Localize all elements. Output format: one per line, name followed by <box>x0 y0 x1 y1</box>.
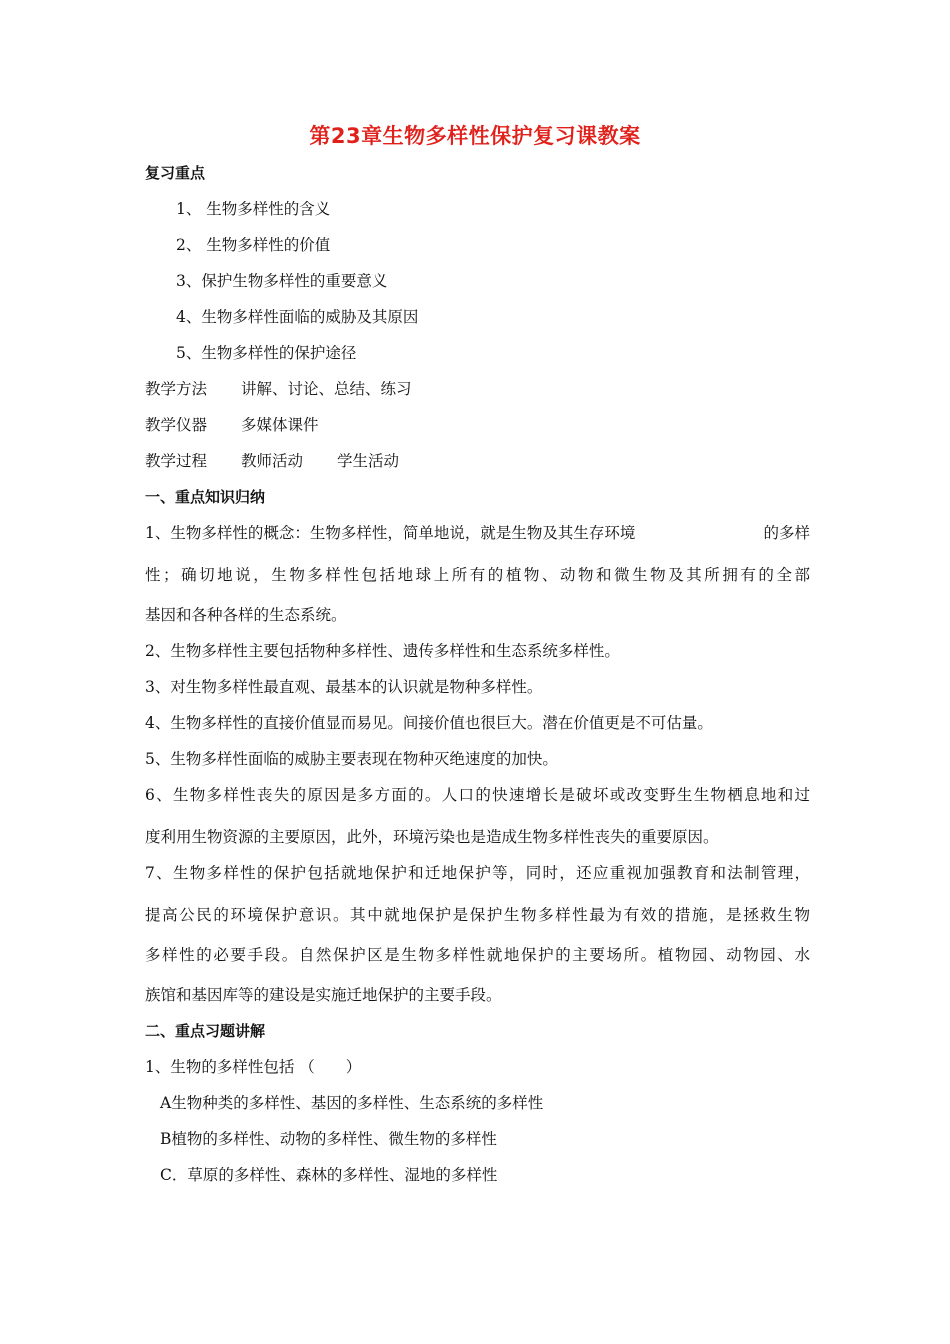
paragraph-7-line: 族馆和基因库等的建设是实施迁地保护的主要手段。 <box>145 986 502 1004</box>
review-focus-item: 1、 生物多样性的含义 <box>176 200 331 218</box>
teaching-instrument-row <box>145 415 810 435</box>
section1-heading: 一、重点知识归纳 <box>145 488 266 506</box>
paragraph-2: 2、生物多样性主要包括物种多样性、遗传多样性和生态系统多样性。 <box>145 642 620 660</box>
question-option-b: B植物的多样性、动物的多样性、微生物的多样性 <box>160 1130 497 1148</box>
paragraph-1-text: 1、生物多样性的概念：生物多样性，简单地说，就是生物及其生存环境 <box>145 524 636 542</box>
review-focus-item: 3、保护生物多样性的重要意义 <box>176 272 388 290</box>
paragraph-6-line: 度利用生物资源的主要原因，此外，环境污染也是造成生物多样性丧失的重要原因。 <box>145 828 719 846</box>
review-focus-item: 5、生物多样性的保护途径 <box>176 344 357 362</box>
section2-heading: 二、重点习题讲解 <box>145 1022 266 1040</box>
review-focus-item: 4、生物多样性面临的威胁及其原因 <box>176 308 419 326</box>
teaching-process-row <box>145 451 810 471</box>
paragraph-1-line: 基因和各种各样的生态系统。 <box>145 606 347 624</box>
paragraph-7-line: 多样性的必要手段。自然保护区是生物多样性就地保护的主要场所。植物园、动物园、水 <box>145 946 810 964</box>
paragraph-1-line <box>145 523 810 543</box>
review-focus-heading: 复习重点 <box>145 164 206 182</box>
paragraph-7-line: 提高公民的环境保护意识。其中就地保护是保护生物多样性最为有效的措施，是拯救生物 <box>145 906 810 924</box>
question-option-a: A生物种类的多样性、基因的多样性、生态系统的多样性 <box>160 1094 544 1112</box>
paragraph-7-line: 7、生物多样性的保护包括就地保护和迁地保护等，同时，还应重视加强教育和法制管理， <box>145 864 810 882</box>
document-title: 第23章生物多样性保护复习课教案 <box>309 124 641 148</box>
teaching-process-label: 教学过程 <box>145 452 208 470</box>
teacher-activity: 教师活动 <box>241 452 304 470</box>
paragraph-1-line: 性；确切地说，生物多样性包括地球上所有的植物、动物和微生物及其所拥有的全部 <box>145 566 810 584</box>
review-focus-item: 2、 生物多样性的价值 <box>176 236 331 254</box>
teaching-instrument-value: 多媒体课件 <box>241 416 319 434</box>
paragraph-3: 3、对生物多样性最直观、最基本的认识就是物种多样性。 <box>145 678 543 696</box>
teaching-instrument-label: 教学仪器 <box>145 416 208 434</box>
question-1: 1、生物的多样性包括 （ ） <box>145 1058 362 1076</box>
paragraph-5: 5、生物多样性面临的威胁主要表现在物种灭绝速度的加快。 <box>145 750 558 768</box>
paragraph-1-text: 的多样 <box>763 524 810 542</box>
question-option-c: C．草原的多样性、森林的多样性、湿地的多样性 <box>160 1166 498 1184</box>
student-activity: 学生活动 <box>337 452 400 470</box>
teaching-method-label: 教学方法 <box>145 380 208 398</box>
paragraph-4: 4、生物多样性的直接价值显而易见。间接价值也很巨大。潜在价值更是不可估量。 <box>145 714 713 732</box>
paragraph-6-line: 6、生物多样性丧失的原因是多方面的。人口的快速增长是破坏或改变野生生物栖息地和过 <box>145 786 810 804</box>
teaching-method-value: 讲解、讨论、总结、练习 <box>241 380 412 398</box>
teaching-method-row <box>145 379 810 399</box>
